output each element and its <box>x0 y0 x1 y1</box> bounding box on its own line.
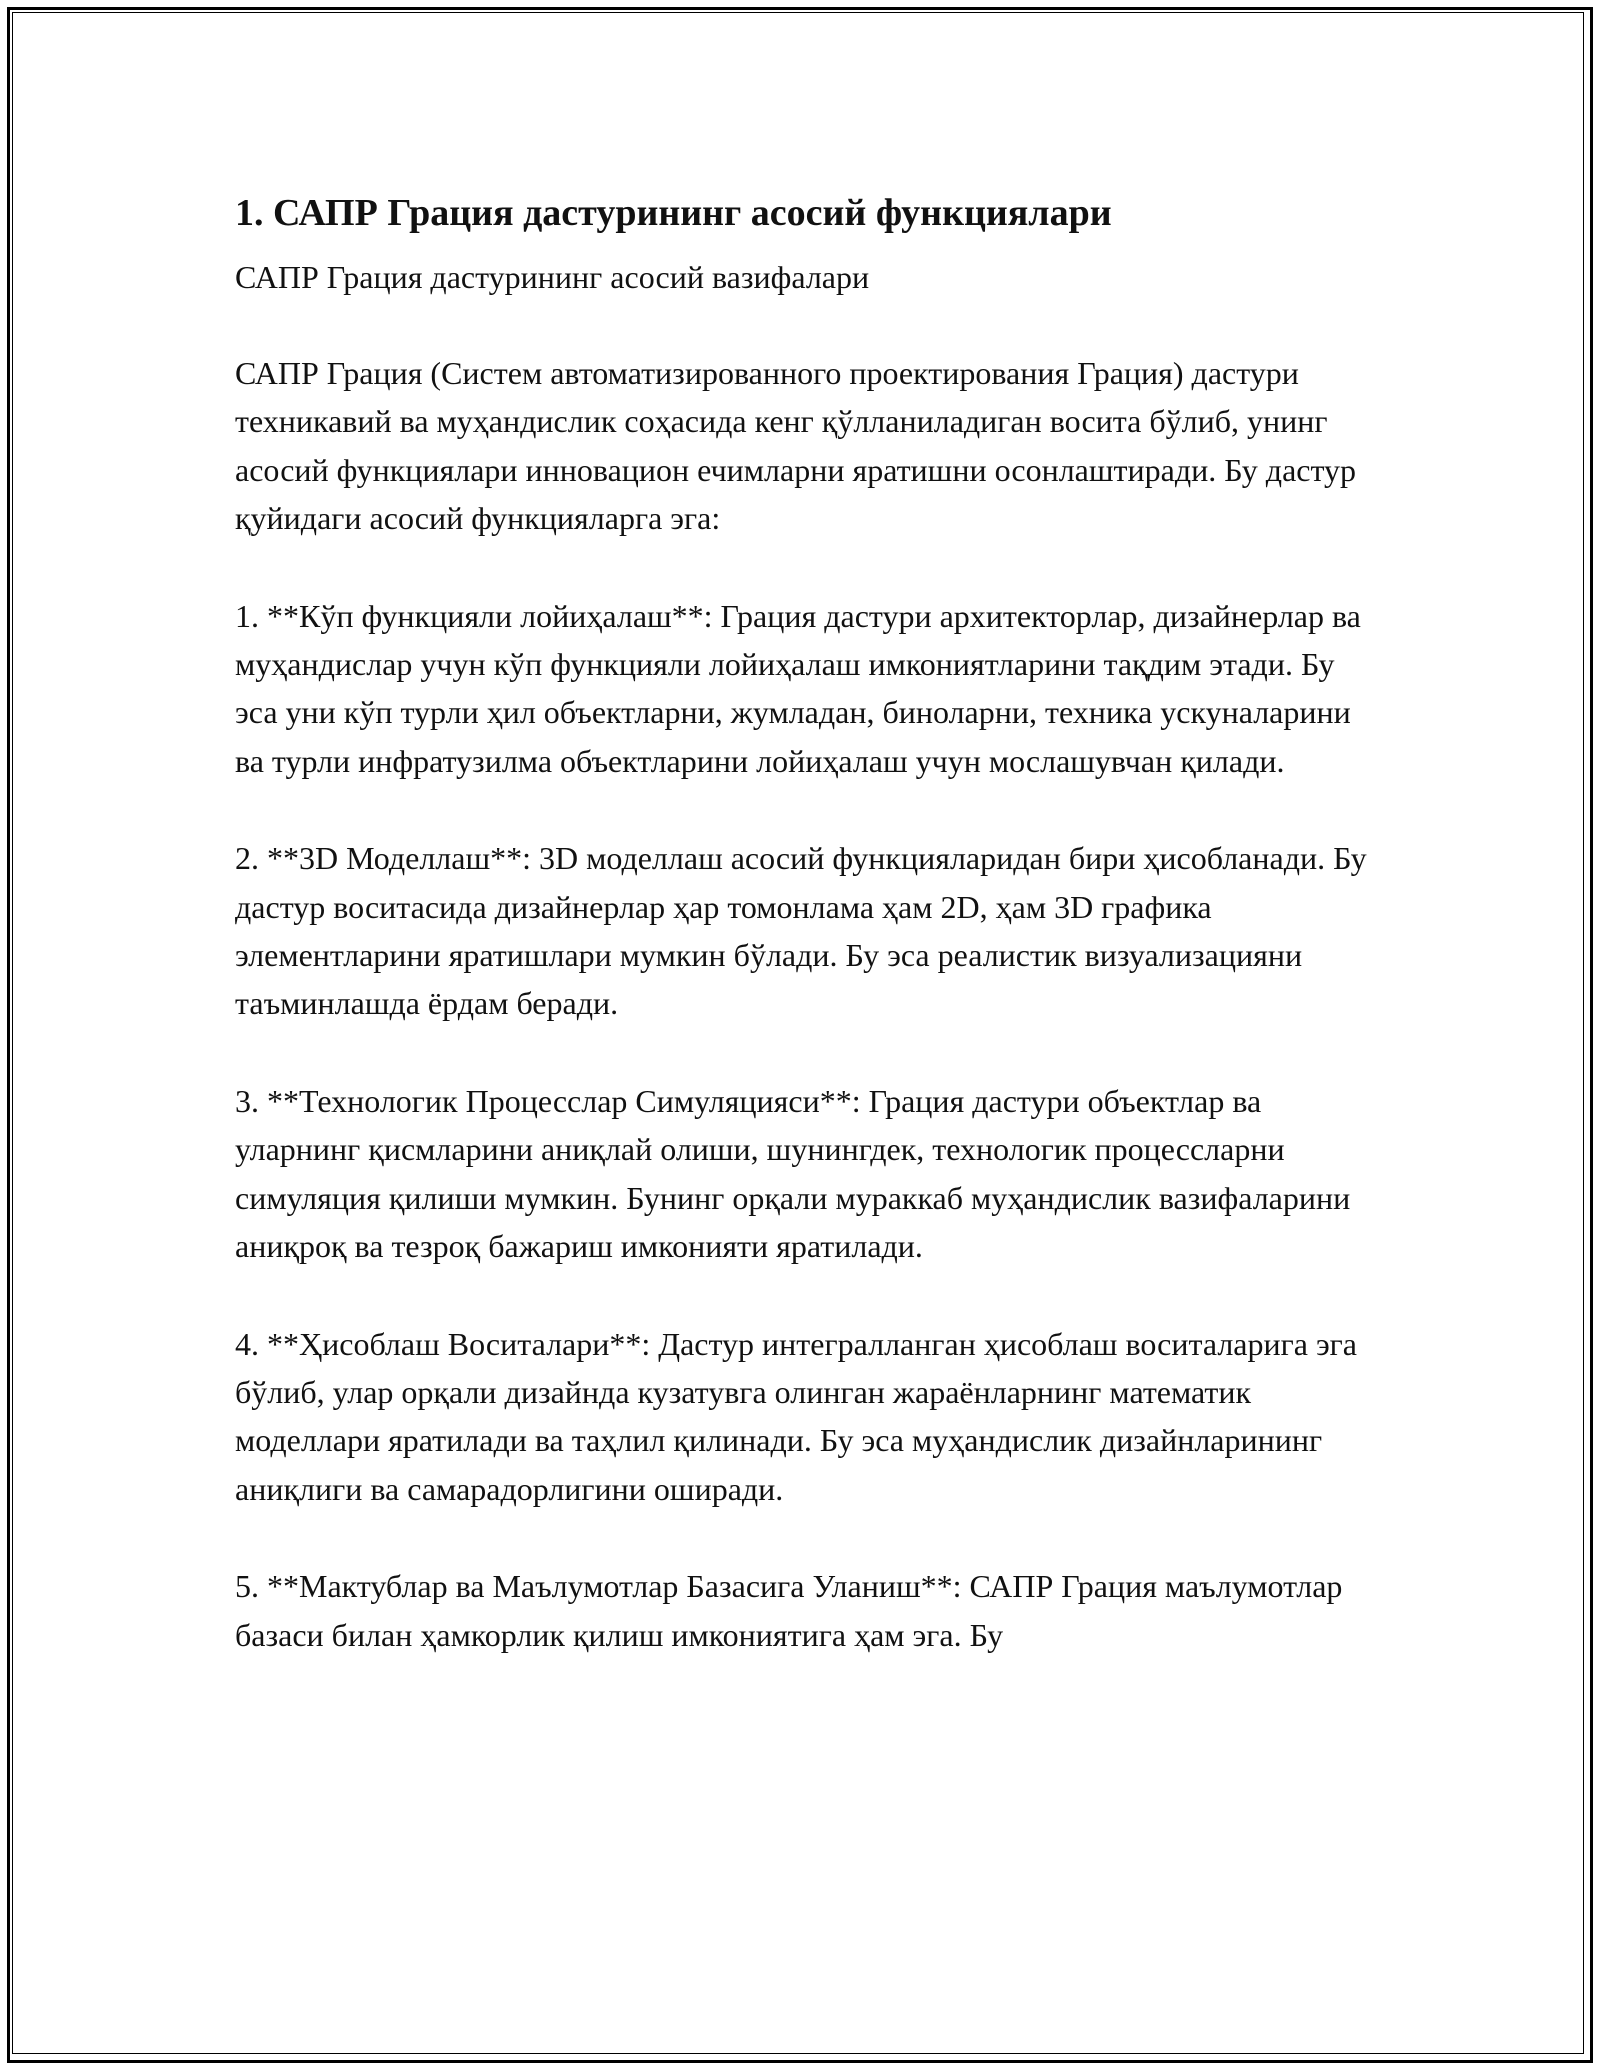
list-item-multifunctional-design: 1. **Кўп функцияли лойиҳалаш**: Грация дастури архитекторлар, дизайнерлар ва муҳандислар учун кўп функцияли лойиҳалаш имкониятларини тақдим этади. Бу эса уни кўп турли ҳил объектларни, жумладан, биноларни, техника ускуналарини ва турли инфратузилма объектларини лойиҳалаш учун мослашувчан қилади. <box>235 597 1361 779</box>
intro-paragraph: САПР Грация (Систем автоматизированного проектирования Грация) дастури техникавий ва муҳандислик соҳасида кенг қўлланиладиган восита бўлиб, унинг асосий функциялари инновацион ечимларни яратишни осонлаштиради. Бу дастур қуйидаги асосий функцияларга эга: <box>235 355 1357 537</box>
document-subtitle: САПР Грация дастурининг асосий вазифалари <box>235 259 870 295</box>
list-item-3d-modeling: 2. **3D Моделлаш**: 3D моделлаш асосий функцияларидан бири ҳисобланади. Бу дастур воситасида дизайнерлар ҳар томонлама ҳам 2D, ҳам 3D графика элементларини яратишлари мумкин бўлади. Бу эса реалистик визуализацияни таъминлашда ёрдам беради. <box>235 840 1367 1022</box>
list-item-process-simulation: 3. **Технологик Процесслар Симуляцияси**: Грация дастури объектлар ва уларнинг қисмларини аниқлай олиши, шунингдек, технологик процессларни симуляция қилиши мумкин. Бунинг орқали мураккаб муҳандислик вазифаларини аниқроқ ва тезроқ бажариш имконияти яратилади. <box>235 1082 1351 1265</box>
page-title: 1. САПР Грация дастурининг асосий функциялари <box>235 192 1112 234</box>
list-item-calculation-tools: 4. **Ҳисоблаш Воситалари**: Дастур интегралланган ҳисоблаш воситаларига эга бўлиб, улар орқали дизайнда кузатувга олинган жараёнларнинг математик моделлари яратилади ва таҳлил қилинади. Бу эса муҳандислик дизайнларининг аниқлиги ва самарадорлигини оширади. <box>235 1325 1357 1507</box>
document-body <box>235 185 1380 1659</box>
list-item-database-connection: 5. **Мактублар ва Маълумотлар Базасига Уланиш**: САПР Грация маълумотлар базаси билан ҳамкорлик қилиш имкониятига ҳам эга. Бу <box>235 1568 1343 1653</box>
